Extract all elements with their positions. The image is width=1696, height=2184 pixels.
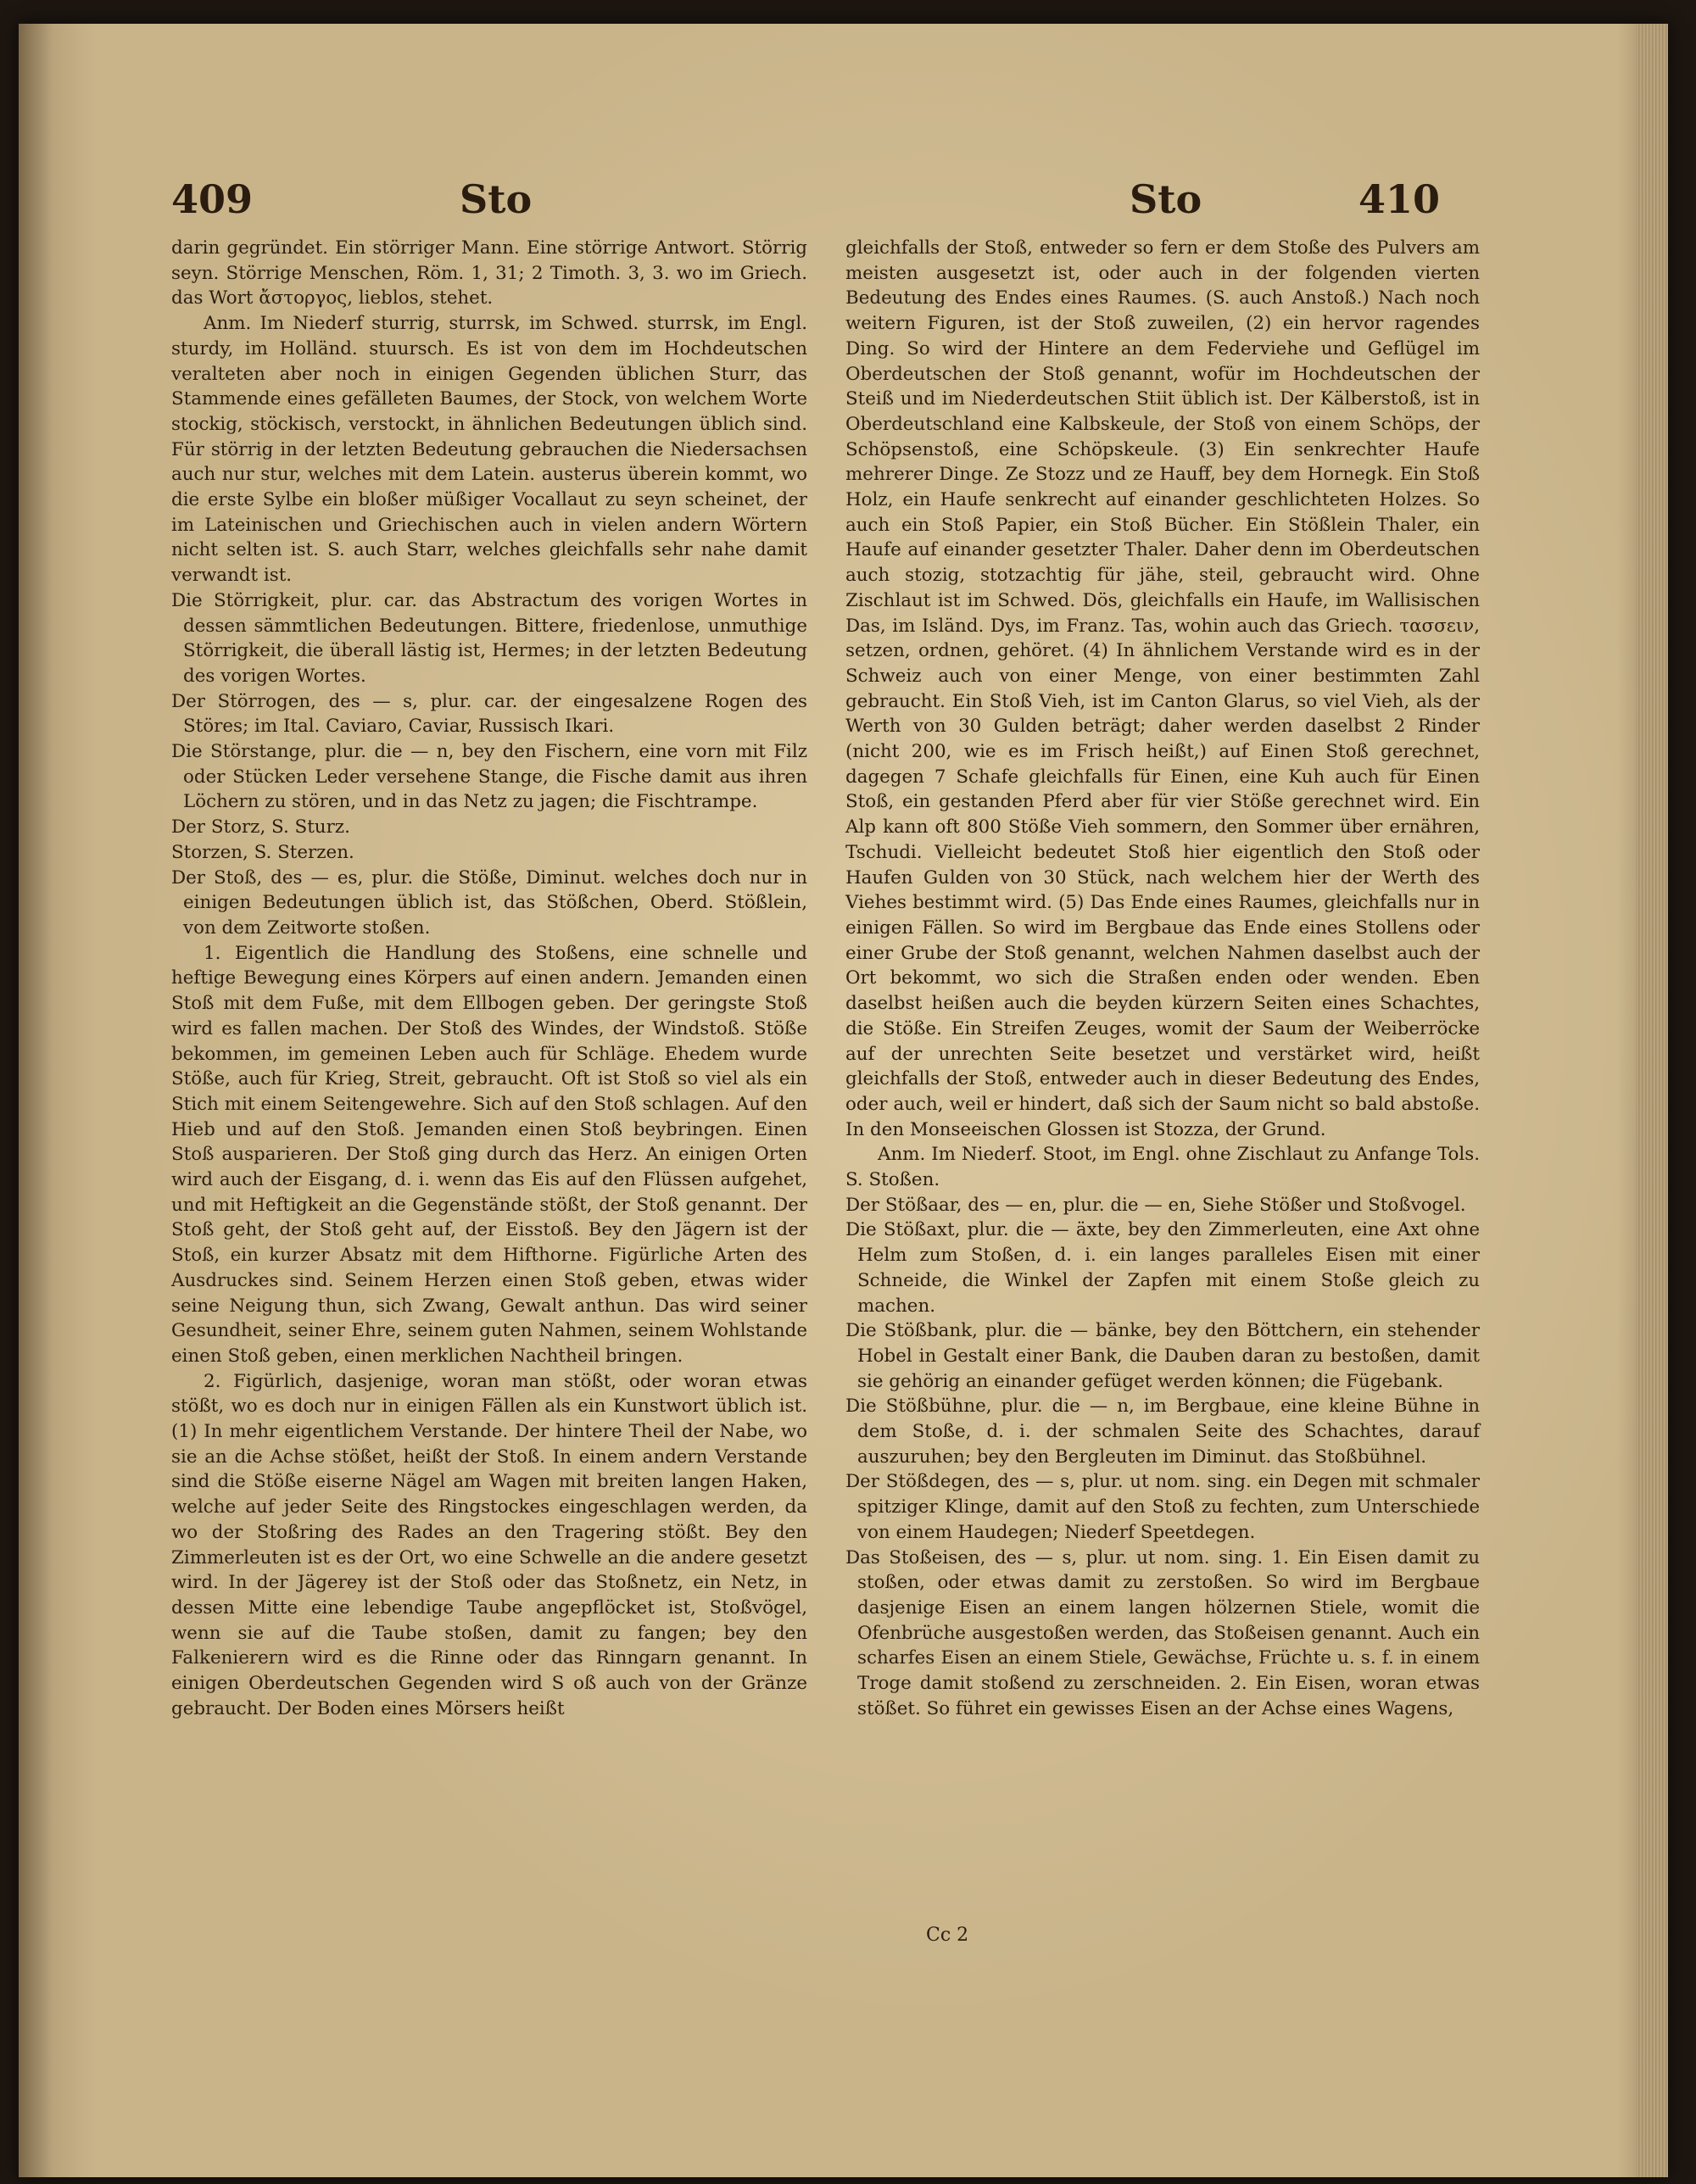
dictionary-entry: Die Stößbank, plur. die — bänke, bey den Böttchern, ein stehender Hobel in Gestalt einer Bank, die Dauben daran zu bestoßen, damit sie gehörig an einander gefüget werden können; die Fügebank. (845, 1320, 1480, 1392)
page-number-right: 410 (1358, 176, 1441, 222)
dictionary-entry: Der Stößdegen, des — s, plur. ut nom. sing. ein Degen mit schmaler spitziger Klinge, damit auf den Stoß zu fechten, zum Unterschiede von einem Haudegen; Niederf Speetdegen. (845, 1471, 1480, 1543)
dictionary-entry: Storzen, S. Sterzen. (171, 841, 354, 863)
paragraph: Anm. Im Niederf sturrig, sturrsk, im Schwed. sturrsk, im Engl. sturdy, im Holländ. stuursch. Es ist von dem im Hochdeutschen veralteten aber noch in einigen Gegenden üblichen Sturr, das Stammende eines gefälleten Baumes, der Stock, von welchem Worte stockig, stöckisch, verstockt, in ähnlichen Bedeutungen üblich sind. Für störrig in der letzten Bedeutung gebrauchen die Niedersachsen auch nur stur, welches mit dem Latein. austerus überein kommt, wo die erste Sylbe ein bloßer müßiger Vocallaut zu seyn scheinet, der im Lateinischen und Griechischen auch in vielen andern Wörtern nicht selten ist. S. auch Starr, welches gleichfalls sehr nahe damit verwandt ist. (171, 313, 807, 587)
running-title-left: Sto (460, 176, 533, 222)
paragraph: gleichfalls der Stoß, entweder so fern er dem Stoße des Pulvers am meisten ausgesetzt ist, oder auch in der folgenden vierten Bedeutung des Endes eines Raumes. (S. auch Anstoß.) Nach noch weitern Figuren, ist der Stoß zuweilen, (2) ein hervor ragendes Ding. So wird der Hintere an dem Federviehe und Geflügel im Oberdeutschen der Stoß genannt, wofür im Hochdeutschen der Steiß und im Niederdeutschen Stiit üblich ist. Der Kälberstoß, ist in Oberdeutschland eine Kalbskeule, der Stoß von einem Schöps, der Schöpsenstoß, eine Schöpskeule. (3) Ein senkrechter Haufe mehrerer Dinge. Ze Stozz und ze Hauff, bey dem Hornegk. Ein Stoß Holz, ein Haufe senkrecht auf einander geschlichteten Holzes. So auch ein Stoß Papier, ein Stoß Bücher. Ein Stößlein Thaler, ein Haufe auf einander gesetzter Thaler. Daher denn im Oberdeutschen auch stozig, stotzachtig für jähe, steil, gebraucht wird. Ohne Zischlaut ist im Schwed. Dös, gleichfalls ein Haufe, im Wallisischen Das, im Isländ. Dys, im Franz. Tas, wohin auch das Griech. τασσειν, setzen, ordnen, gehöret. (4) In ähnlichem Verstande wird es in der Schweiz auch von einer Menge, von einer bestimmten Zahl gebraucht. Ein Stoß Vieh, ist im Canton Glarus, so viel Vieh, als der Werth von 30 Gulden beträgt; daher werden daselbst 2 Rinder (nicht 200, wie es im Frisch heißt,) auf Einen Stoß gerechnet, dagegen 7 Schafe gleichfalls für Einen, eine Kuh auch für Einen Stoß, ein gestanden Pferd aber für vier Stöße gerechnet wird. Ein Alp kann oft 800 Stöße Vieh sommern, den Sommer über ernähren, Tschudi. Vielleicht bedeutet Stoß hier eigentlich den Stoß oder Haufen Gulden von 30 Stück, nach welchem hier der Werth des Viehes bestimmt wird. (5) Das Ende eines Raumes, gleichfalls nur in einigen Fällen. So wird im Bergbaue das Ende eines Stollens oder einer Grube der Stoß genannt, welchen Nahmen daselbst auch der Ort bekommt, wo sich die Straßen enden oder wenden. Eben daselbst heißen auch die beyden kürzern Seiten eines Schachtes, die Stöße. Ein Streifen Zeuges, womit der Saum der Weiberröcke auf der unrechten Seite besetzet und verstärket wird, heißt gleichfalls der Stoß, entweder auch in dieser Bedeutung des Endes, oder auch, weil er hindert, daß sich der Saum nicht so bald abstoße. In den Monseeischen Glossen ist Stozza, der Grund. (845, 237, 1480, 1140)
paragraph: Anm. Im Niederf. Stoot, im Engl. ohne Zischlaut zu Anfange Tols. S. Stoßen. (845, 1144, 1480, 1191)
page-number-left: 409 (171, 176, 254, 222)
dictionary-entry: Die Störrigkeit, plur. car. das Abstractum des vorigen Wortes in dessen sämmtlichen Bedeutungen. Bittere, friedenlose, unmuthige Störrigkeit, die überall lästig ist, Hermes; in der letzten Bedeutung des vorigen Wortes. (171, 589, 807, 687)
dictionary-entry: Der Stoß, des — es, plur. die Stöße, Diminut. welches doch nur in einigen Bedeutungen üblich ist, das Stößchen, Oberd. Stößlein, von dem Zeitworte stoßen. (171, 866, 807, 939)
dictionary-entry: Die Stößaxt, plur. die — äxte, bey den Zimmerleuten, eine Axt ohne Helm zum Stoßen, d. i. ein langes paralleles Eisen mit einer Schneide, die Winkel der Zapfen mit einem Stoße gleich zu machen. (845, 1219, 1480, 1317)
dictionary-entry: Der Störrogen, des — s, plur. car. der eingesalzene Rogen des Störes; im Ital. Caviaro, Caviar, Russisch Ikari. (171, 690, 807, 738)
running-header (171, 176, 1448, 236)
dictionary-entry: Der Stößaar, des — en, plur. die — en, Siehe Stößer und Stoßvogel. (845, 1194, 1466, 1216)
book-page (19, 24, 1668, 2177)
page-edge (1636, 24, 1668, 2177)
paragraph: 2. Figürlich, dasjenige, woran man stößt, oder woran etwas stößt, wo es doch nur in einigen Fällen als ein Kunstwort üblich ist. (1) In mehr eigentlichem Verstande. Der hintere Theil der Nabe, wo sie an die Achse stößet, heißt der Stoß. In einem andern Verstande sind die Stöße eiserne Nägel am Wagen mit breiten langen Haken, welche auf jeder Seite des Ringstockes eingeschlagen werden, da wo der Stoßring des Rades an den Tragering stößt. Bey den Zimmerleuten ist es der Ort, wo eine Schwelle an die andere gesetzt wird. In der Jägerey ist der Stoß oder das Stoßnetz, ein Netz, in dessen Mitte eine lebendige Taube angepflöcket ist, Stoßvögel, wenn sie auf die Taube stoßen, damit zu fangen; bey den Falkenierern wird es die Rinne oder das Rinngarn genannt. In einigen Oberdeutschen Gegenden wird S oß auch von der Gränze gebraucht. Der Boden eines Mörsers heißt (171, 1370, 807, 1719)
paragraph: darin gegründet. Ein störriger Mann. Eine störrige Antwort. Störrig seyn. Störrige Menschen, Röm. 1, 31; 2 Timoth. 3, 3. wo im Griech. das Wort ἄστοργος, lieblos, stehet. (171, 237, 807, 309)
right-column (845, 236, 1480, 1721)
dictionary-entry: Die Störstange, plur. die — n, bey den Fischern, eine vorn mit Filz oder Stücken Leder versehene Stange, die Fische damit aus ihren Löchern zu stören, und in das Netz zu jagen; die Fischtrampe. (171, 741, 807, 813)
signature-mark: Cc 2 (926, 1925, 969, 1946)
left-column (171, 236, 807, 1721)
paragraph: 1. Eigentlich die Handlung des Stoßens, eine schnelle und heftige Bewegung eines Körpers auf einen andern. Jemanden einen Stoß mit dem Fuße, mit dem Ellbogen geben. Der geringste Stoß wird es fallen machen. Der Stoß des Windes, der Windstoß. Stöße bekommen, im gemeinen Leben auch für Schläge. Ehedem wurde Stöße, auch für Krieg, Streit, gebraucht. Oft ist Stoß so viel als ein Stich mit einem Seitengewehre. Sich auf den Stoß schlagen. Auf den Hieb und auf den Stoß. Jemanden einen Stoß beybringen. Einen Stoß ausparieren. Der Stoß ging durch das Herz. An einigen Orten wird auch der Eisgang, d. i. wenn das Eis auf den Flüssen aufgehet, und mit Heftigkeit an die Gegenstände stößt, der Stoß genannt. Der Stoß geht, der Stoß geht auf, der Eisstoß. Bey den Jägern ist der Stoß, ein kurzer Absatz mit dem Hifthorne. Figürliche Arten des Ausdruckes sind. Seinem Herzen einen Stoß geben, etwas wider seine Neigung thun, sich Zwang, Gewalt anthun. Das wird seiner Gesundheit, seiner Ehre, seinem guten Nahmen, seinem Wohlstande einen Stoß geben, einen merklichen Nachtheil bringen. (171, 942, 807, 1367)
dictionary-entry: Die Stößbühne, plur. die — n, im Bergbaue, eine kleine Bühne in dem Stoße, d. i. der schmalen Seite des Schachtes, darauf auszuruhen; bey den Bergleuten im Diminut. das Stoßbühnel. (845, 1396, 1480, 1468)
dictionary-entry: Das Stoßeisen, des — s, plur. ut nom. sing. 1. Ein Eisen damit zu stoßen, oder etwas damit zu zerstoßen. So wird im Bergbaue dasjenige Eisen an einem langen hölzernen Stiele, womit die Ofenbrüche ausgestoßen werden, das Stoßeisen genannt. Auch ein scharfes Eisen an einem Stiele, Gewächse, Früchte u. s. f. in einem Troge damit stoßend zu zerschneiden. 2. Ein Eisen, woran etwas stößet. So führet ein gewisses Eisen an der Achse eines Wagens, (845, 1546, 1480, 1719)
dictionary-entry: Der Storz, S. Sturz. (171, 816, 350, 838)
running-title-right: Sto (1130, 176, 1202, 222)
